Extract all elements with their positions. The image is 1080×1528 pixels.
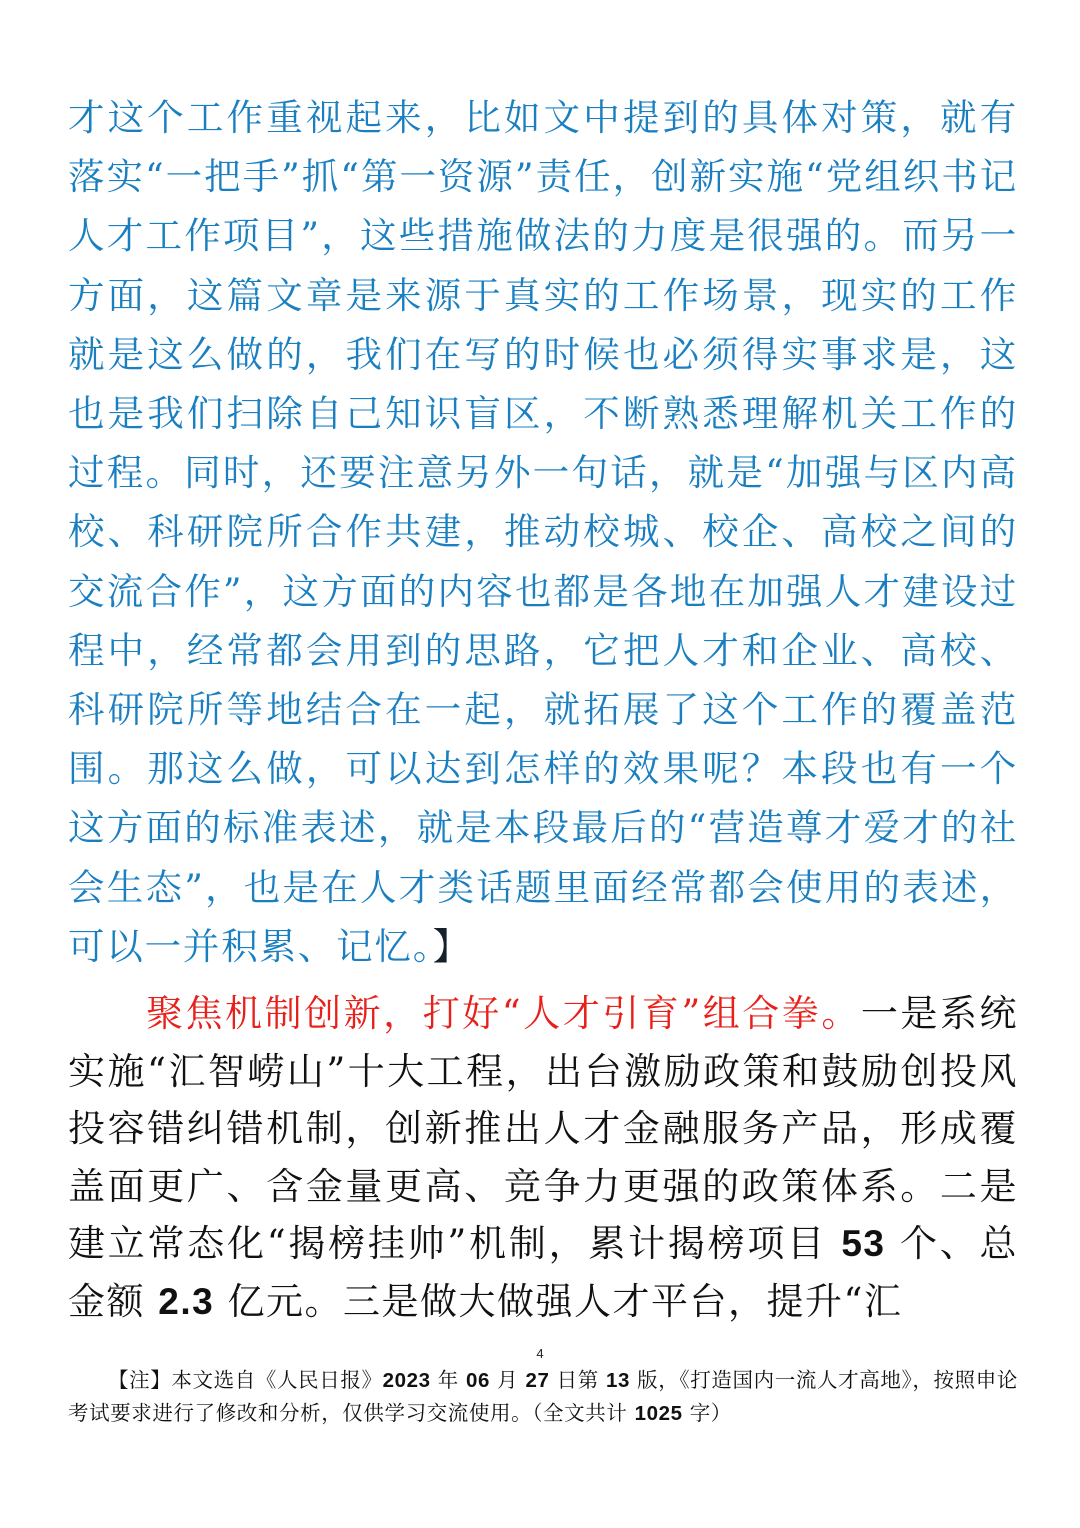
note-word-count: 1025 <box>634 1402 683 1425</box>
body-paragraph <box>68 985 1018 1330</box>
note-text-block <box>68 1364 1018 1430</box>
note-edition: 13 <box>606 1369 631 1392</box>
body-text: 亿元。三是做大做强人才平台，提升“汇 <box>214 1279 903 1323</box>
note-text: 字） <box>682 1401 732 1425</box>
body-text: 个、总金额 <box>68 1222 1018 1323</box>
page-number: 4 <box>536 1346 544 1361</box>
analysis-closing-bracket: 】 <box>432 924 472 968</box>
body-text-block <box>68 985 1018 1330</box>
note-text: 版，《打造国内一流人才高地》，按照申论考试要求进行了修改和分析，仅供学习交流使用。（全文共计 <box>68 1368 1018 1425</box>
note-day: 27 <box>525 1369 550 1392</box>
section-heading: 聚焦机制创新，打好“人才引育”组合拳。 <box>146 992 861 1035</box>
note-text: 【注】本文选自《人民日报》 <box>108 1368 383 1392</box>
note-text: 月 <box>490 1368 526 1392</box>
source-note <box>68 1364 1018 1430</box>
note-text: 年 <box>430 1368 467 1392</box>
projects-count: 53 <box>841 1223 886 1264</box>
body-text: 一是系统实施“汇智崂山”十大工程，出台激励政策和鼓励创投风投容错纠错机制，创新推出人才金融服务产品，形成覆盖面更广、含金量更高、竞争力更强的政策体系。二是建立常态化“揭榜挂帅”机制，累计揭榜项目 <box>68 992 1018 1265</box>
note-year: 2023 <box>382 1369 431 1392</box>
total-amount: 2.3 <box>158 1280 215 1322</box>
note-text: 日第 <box>549 1368 606 1392</box>
analysis-paragraph <box>68 88 1018 976</box>
note-month: 06 <box>466 1369 491 1392</box>
analysis-commentary <box>68 88 1018 976</box>
analysis-text: 才这个工作重视起来，比如文中提到的具体对策，就有落实“一把手”抓“第一资源”责任，创新实施“党组织书记人才工作项目”，这些措施做法的力度是很强的。而另一方面，这篇文章是来源于真实的工作场景，现实的工作就是这么做的，我们在写的时候也必须得实事求是，这也是我们扫除自己知识盲区，不断熟悉理解机关工作的过程。同时，还要注意另外一句话，就是“加强与区内高校、科研院所合作共建，推动校城、校企、高校之间的交流合作”，这方面的内容也都是各地在加强人才建设过程中，经常都会用到的思路，它把人才和企业、高校、科研院所等地结合在一起，就拓展了这个工作的覆盖范围。那这么做，可以达到怎样的效果呢？本段也有一个这方面的标准表述，就是本段最后的“营造尊才爱才的社会生态”，也是在人才类话题里面经常都会使用的表述，可以一并积累、记忆。 <box>68 96 1018 968</box>
